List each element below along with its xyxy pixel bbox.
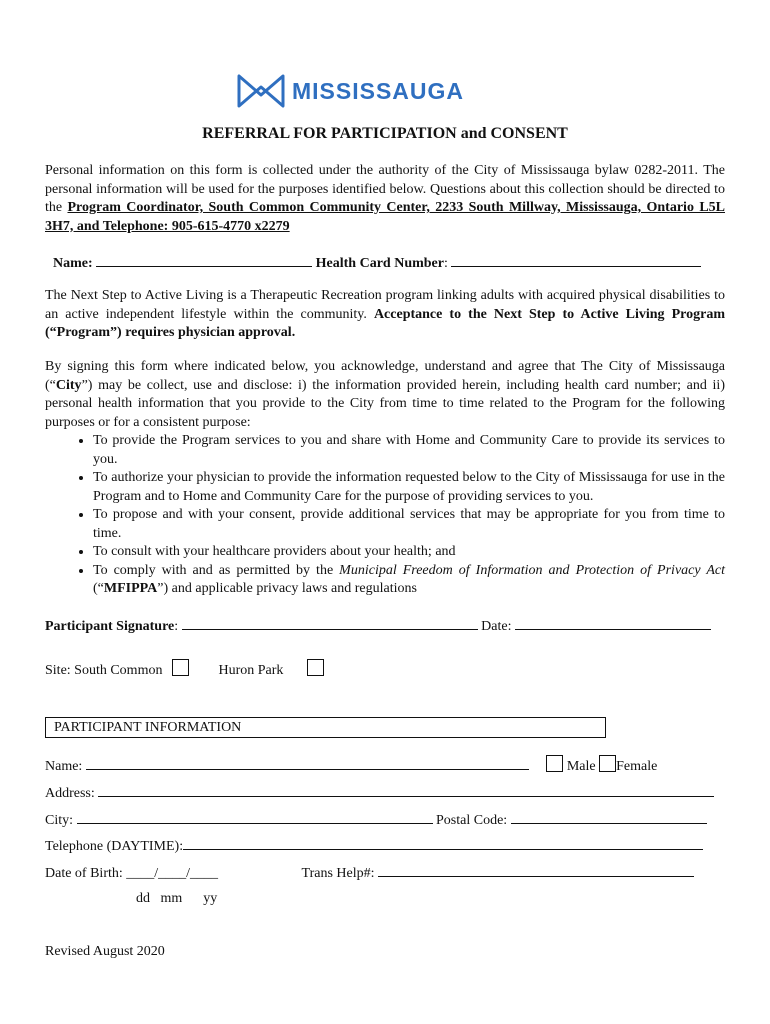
address-row [45, 782, 725, 804]
participant-name-row [45, 755, 725, 777]
purpose-text: ”) and applicable privacy laws and regulations [157, 581, 417, 596]
physician-approval-notice: Acceptance to the Next Step to Active Living Program (“Program”) requires physician approval. [45, 306, 725, 340]
logo-wordmark: MISSISSAUGA [292, 77, 465, 104]
site-row [45, 659, 725, 681]
revision-note: Revised August 2020 [45, 944, 165, 959]
name-input-line[interactable] [96, 252, 312, 267]
mississauga-emblem-icon [236, 73, 286, 109]
signature-label: Participant Signature [45, 619, 175, 634]
dob-trans-row [45, 862, 725, 884]
signature-input-line[interactable] [182, 615, 478, 630]
telephone-input-line[interactable] [183, 835, 703, 850]
mississauga-logo [236, 71, 464, 111]
address-label: Address: [45, 786, 95, 801]
participant-information-header: PARTICIPANT INFORMATION [45, 717, 606, 738]
telephone-label: Telephone (DAYTIME): [45, 839, 184, 854]
consent-text-start: By signing this form where indicated below, you acknowledge, understand and agree that The City of Mississauga (“ [45, 359, 725, 393]
list-item [93, 562, 725, 599]
huron-park-checkbox[interactable] [307, 659, 324, 676]
postal-code-input-line[interactable] [511, 809, 707, 824]
name-health-card-row: Name: Health Card Number: [53, 252, 733, 274]
list-item: • To provide the Program services to you and share with Home and Community Care to provide its services to you. [93, 432, 725, 469]
male-checkbox[interactable] [546, 755, 563, 772]
date-label: Date: [481, 619, 512, 634]
participant-name-input-line[interactable] [86, 755, 529, 770]
date-input-line[interactable] [515, 615, 711, 630]
signature-row: Participant Signature: Date: [45, 615, 725, 637]
female-checkbox[interactable] [599, 755, 616, 772]
form-title: REFERRAL FOR PARTICIPATION and CONSENT [202, 125, 568, 142]
program-description-text: The Next Step to Active Living is a Therapeutic Recreation program linking adults with acquired physical disabilities to an active independent lifestyle within the community. [45, 288, 725, 322]
trans-help-input-line[interactable] [378, 862, 694, 877]
city-input-line[interactable] [77, 809, 433, 824]
consent-statement [45, 358, 725, 599]
mfippa-act-name: Municipal Freedom of Information and Protection of Privacy Act [339, 562, 725, 578]
telephone-row [45, 835, 725, 857]
south-common-checkbox[interactable] [172, 659, 189, 676]
name-label: Name: [53, 256, 93, 271]
city-label: City: [45, 813, 74, 828]
male-label: Male [566, 759, 596, 774]
mfippa-acronym: MFIPPA [103, 581, 158, 596]
address-input-line[interactable] [98, 782, 714, 797]
health-card-label: Health Card Number [315, 256, 444, 271]
contact-information: Program Coordinator, South Common Community Center, 2233 South Millway, Mississauga, Ontario L5L 3H7, and Telephone: 905-615-4770 x2279 [45, 200, 725, 234]
list-item: • To propose and with your consent, provide additional services that may be appropriate for you from time to time. [93, 506, 725, 543]
list-item: • To authorize your physician to provide the information requested below to the City of Mississauga for use in the Program and to Home and Community Care for the purpose of providing services to you. [93, 469, 725, 506]
program-description [45, 287, 725, 343]
trans-help-label: Trans Help#: [301, 866, 375, 881]
purposes-list [45, 432, 725, 599]
postal-code-label: Postal Code: [436, 813, 508, 828]
purpose-text: To comply with and as permitted by the [93, 562, 340, 578]
city-term: City [55, 377, 82, 393]
health-card-input-line[interactable] [451, 252, 701, 267]
purpose-text: (“ [93, 581, 104, 596]
site-label: Site: South Common [45, 663, 163, 678]
female-label: Female [616, 759, 658, 774]
consent-text-end: ”) may be collect, use and disclose: i) the information provided herein, including health card number; and ii) personal health information that you provide to the City from time to time related to the Program for the following purposes or for a consistent purpose: [45, 377, 725, 430]
list-item: • To consult with your healthcare providers about your health; and [93, 543, 725, 562]
participant-name-label: Name: [45, 759, 83, 774]
collection-notice-text: Personal information on this form is collected under the authority of the City of Mississauga bylaw 0282-2011. The personal information will be used for the purposes identified below. Questions about this collection should be directed to the [45, 163, 725, 215]
collection-notice [45, 162, 725, 236]
huron-park-label: Huron Park [218, 663, 284, 678]
date-of-birth-field[interactable]: Date of Birth: ____/____/____ [45, 866, 219, 881]
dob-format-hint: dd mm yy [136, 891, 218, 906]
city-postal-row [45, 809, 725, 831]
